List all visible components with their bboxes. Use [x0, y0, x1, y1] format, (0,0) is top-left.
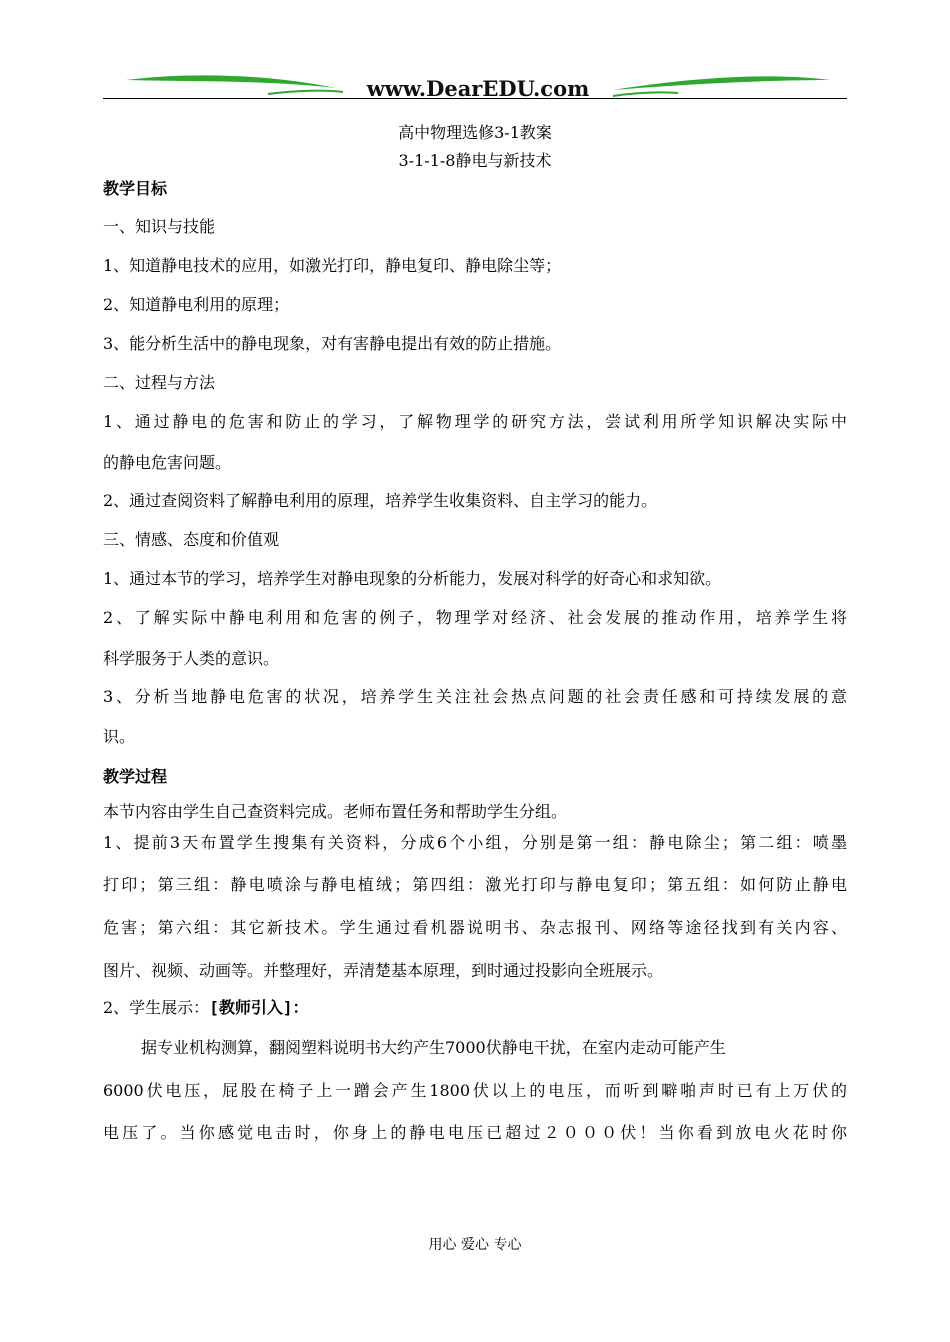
teacher-intro-label: [教师引入]： [209, 998, 309, 1017]
paragraph-line: 据专业机构测算，翻阅塑料说明书大约产生7000伏静电干扰，在室内走动可能产生 [141, 1038, 726, 1057]
process-intro: 本节内容由学生自己查资料完成。老师布置任务和帮助学生分组。 [103, 802, 568, 821]
dearedu-logo [118, 68, 838, 108]
section1-item: 1、知道静电技术的应用，如激光打印，静电复印、静电除尘等； [103, 256, 562, 275]
process-step1-line: 危害；第六组：其它新技术。学生通过看机器说明书、杂志报刊、网络等途径找到有关内容、 [103, 918, 847, 937]
page-footer: 用心 爱心 专心 [428, 1237, 522, 1253]
section2-item1-line1: 1、通过静电的危害和防止的学习，了解物理学的研究方法，尝试利用所学知识解决实际中 [103, 412, 847, 431]
logo-text: www.DearEDU.com [366, 76, 590, 101]
doc-title: 高中物理选修3-1教案 [398, 123, 552, 142]
section3-item3-line1: 3、分析当地静电危害的状况，培养学生关注社会热点问题的社会责任感和可持续发展的意 [103, 687, 847, 706]
section1-heading: 一、知识与技能 [103, 217, 216, 236]
process-step2 [103, 995, 847, 1018]
section1-item: 2、知道静电利用的原理； [103, 295, 290, 314]
right-swoosh [613, 76, 830, 90]
section3-item2-line2: 科学服务于人类的意识。 [103, 649, 280, 668]
section3-heading: 三、情感、态度和价值观 [103, 530, 280, 549]
left-swoosh [126, 75, 336, 88]
paragraph-line: 电压了。当你感觉电击时，你身上的静电电压已超过２０００伏！当你看到放电火花时你 [103, 1123, 847, 1142]
goals-heading: 教学目标 [103, 179, 168, 198]
section2-item1-line2: 的静电危害问题。 [103, 453, 232, 472]
section3-item2-line1: 2、了解实际中静电利用和危害的例子，物理学对经济、社会发展的推动作用，培养学生将 [103, 608, 847, 627]
doc-subtitle: 3-1-1-8静电与新技术 [398, 151, 552, 170]
section2-item2: 2、通过查阅资料了解静电利用的原理，培养学生收集资料、自主学习的能力。 [103, 491, 658, 510]
section2-heading: 二、过程与方法 [103, 373, 216, 392]
process-step2-prefix: 2、学生展示： [103, 998, 210, 1017]
process-step1-line: 1、提前3天布置学生搜集有关资料，分成6个小组，分别是第一组：静电除尘；第二组：喷墨 [103, 833, 847, 852]
process-step1-line: 打印；第三组：静电喷涂与静电植绒；第四组：激光打印与静电复印；第五组：如何防止静电 [103, 875, 847, 894]
process-heading: 教学过程 [103, 767, 168, 786]
section1-item: 3、能分析生活中的静电现象，对有害静电提出有效的防止措施。 [103, 334, 562, 353]
section3-item3-line2: 识。 [103, 727, 136, 746]
process-step1-line: 图片、视频、动画等。并整理好，弄清楚基本原理，到时通过投影向全班展示。 [103, 961, 664, 980]
section3-item1: 1、通过本节的学习，培养学生对静电现象的分析能力，发展对科学的好奇心和求知欲。 [103, 569, 722, 588]
header-rule [103, 98, 847, 99]
paragraph-line: 6000伏电压，屁股在椅子上一蹭会产生1800伏以上的电压，而听到噼啪声时已有上万伏的 [103, 1081, 847, 1100]
